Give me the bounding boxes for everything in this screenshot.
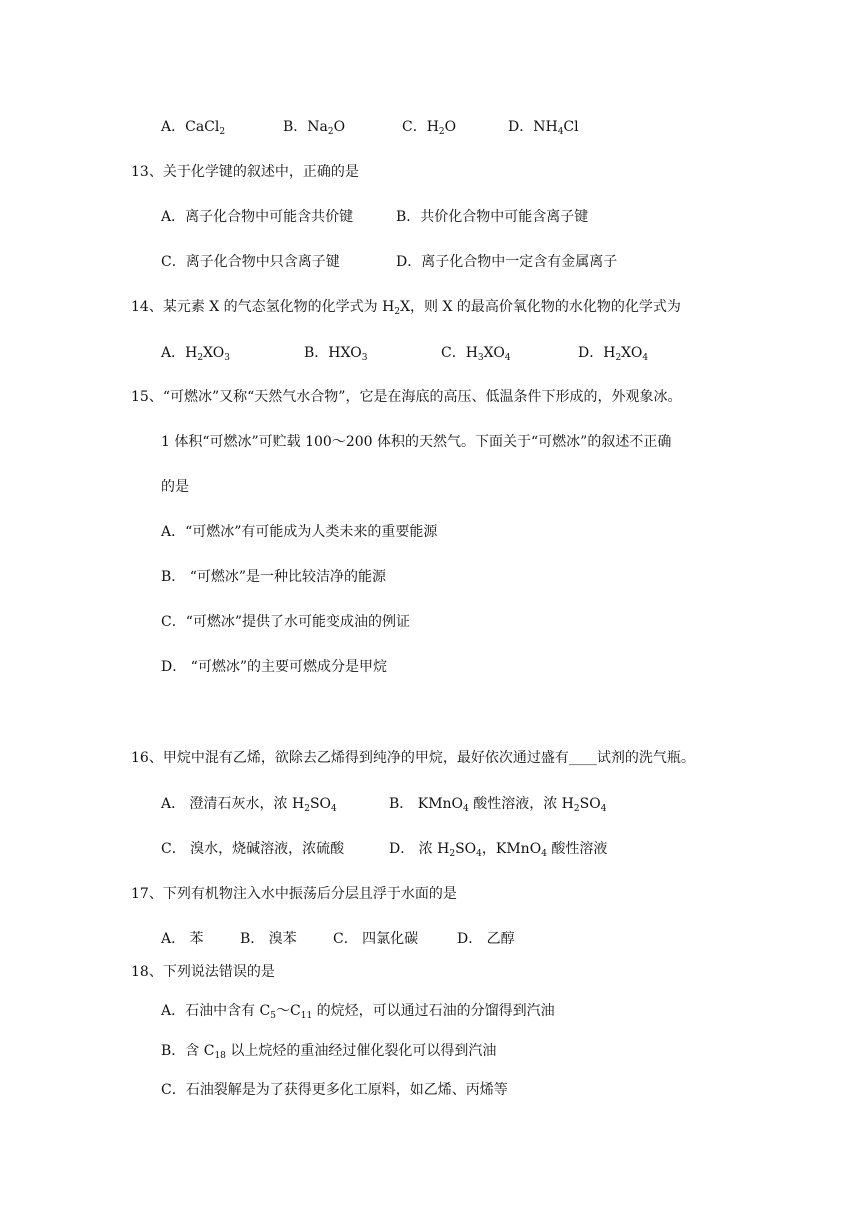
q16-option-a: A． 澄清石灰水，浓 $H_2SO_4$	[161, 796, 337, 814]
q13-stem: 13、关于化学键的叙述中，正确的是	[131, 164, 359, 180]
q15-stem-line2: 1 体积“可燃冰”可贮载 100～200 体积的天然气。下面关于“可燃冰”的叙述不正确	[161, 434, 672, 450]
q15-option-b: B． “可燃冰”是一种比较洁净的能源	[161, 569, 387, 585]
q13-option-d: D．离子化合物中一定含有金属离子	[396, 254, 618, 270]
q15-stem-line3: 的是	[161, 479, 189, 495]
q18-option-b: B．含 $C_{18}$ 以上烷烃的重油经过催化裂化可以得到汽油	[161, 1043, 497, 1061]
q16-option-b: B． KMnO$_4$ 酸性溶液，浓 $H_2SO_4$	[389, 796, 607, 814]
q13-option-b: B．共价化合物中可能含离子键	[396, 209, 589, 225]
q18-option-a: A．石油中含有 $C_5\sim C_{11}$ 的烷烃，可以通过石油的分馏得到汽油	[161, 1003, 555, 1021]
q12-option-b: B．$Na_2O$	[283, 119, 346, 137]
q14-option-d: D．$H_2XO_4$	[578, 345, 649, 363]
q17-stem: 17、下列有机物注入水中振荡后分层且浮于水面的是	[131, 886, 457, 902]
q13-option-a: A．离子化合物中可能含共价键	[161, 209, 354, 225]
q17-option-c: C． 四氯化碳	[333, 931, 419, 947]
q12-option-a: A．CaCl$_2$	[161, 119, 226, 137]
q18-option-c: C．石油裂解是为了获得更多化工原料，如乙烯、丙烯等	[161, 1082, 508, 1098]
q16-stem: 16、甲烷中混有乙烯，欲除去乙烯得到纯净的甲烷，最好依次通过盛有____试剂的洗气瓶。	[131, 750, 695, 766]
q16-option-d: D． 浓 $H_2SO_4$，KMnO$_4$ 酸性溶液	[389, 841, 608, 859]
q17-option-a: A． 苯	[161, 931, 204, 947]
q14-option-a: A．$H_2XO_3$	[161, 345, 230, 363]
q15-option-c: C．“可燃冰”提供了水可能变成油的例证	[161, 614, 411, 630]
q14-stem: 14、某元素 X 的气态氢化物的化学式为 $H_2X$，则 X 的最高价氧化物的水化物的化学式为	[131, 299, 681, 317]
q16-option-c: C． 溴水，烧碱溶液，浓硫酸	[161, 841, 345, 857]
q14-option-c: C．$H_3XO_4$	[441, 345, 511, 363]
q17-option-b: B． 溴苯	[240, 931, 297, 947]
q18-stem: 18、下列说法错误的是	[131, 964, 275, 980]
answer-blank: ____	[568, 750, 597, 766]
q14-option-b: B．$HXO_3$	[304, 345, 368, 363]
q15-stem-line1: 15、“可燃冰”又称“天然气水合物”，它是在海底的高压、低温条件下形成的，外观象冰。	[131, 389, 682, 405]
q13-option-c: C．离子化合物中只含离子键	[161, 254, 340, 270]
q17-option-d: D． 乙醇	[457, 931, 515, 947]
q12-option-c: C．$H_2O$	[402, 119, 457, 137]
q15-option-d: D． “可燃冰”的主要可燃成分是甲烷	[161, 659, 387, 675]
q12-option-d: D．$NH_4Cl$	[508, 119, 579, 137]
q15-option-a: A．“可燃冰”有可能成为人类未来的重要能源	[161, 524, 438, 540]
